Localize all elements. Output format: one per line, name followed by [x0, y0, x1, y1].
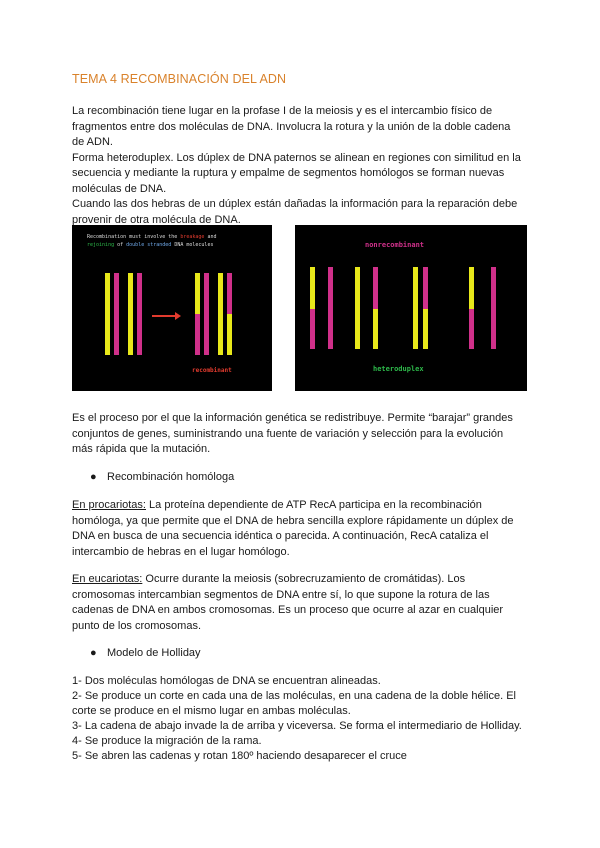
paragraph-line: cadenas de DNA en ambos cromosomas. Es un proceso que ocurre al azar en cualquier [72, 604, 504, 616]
bullet-label: Modelo de Holliday [107, 647, 201, 659]
intro-line: La recombinación tiene lugar en la profase I de la meiosis y es el intercambio físico de [72, 105, 493, 117]
dna-strand-yellow [105, 273, 110, 355]
arrowhead-icon [175, 312, 181, 320]
dna-strand-yellow [373, 309, 378, 349]
recombination-figure-left [72, 225, 272, 391]
arrow-icon [152, 315, 176, 317]
dna-strand-yellow [423, 309, 428, 349]
bullet-homologous-recombination [90, 470, 234, 485]
bullet-label: Recombinación homóloga [107, 471, 235, 483]
page-title: TEMA 4 RECOMBINACIÓN DEL ADN [72, 72, 287, 86]
dna-strand-yellow [218, 273, 223, 355]
paragraph-line: conjuntos de genes, suministrando una fuente de variación y selección para la evolución [72, 427, 504, 440]
bullet-icon: ● [90, 471, 97, 483]
nonrecombinant-label: nonrecombinant [365, 241, 425, 249]
paragraph-line: más rápida que la mutación. [72, 443, 211, 455]
recombinant-label: recombinant [192, 367, 232, 374]
paragraph-line: homóloga, ya que permite que el DNA de hebra sencilla explore rápidamente un dúplex de [72, 514, 514, 527]
dna-strand-magenta [310, 309, 315, 349]
intro-line: Forma heteroduplex. Los dúplex de DNA paternos se alinean en regiones con similitud en la [72, 151, 521, 164]
intro-line: provenir de otra molécula de DNA. [72, 213, 241, 226]
figure-left-caption: Recombination must involve the breakage and [87, 234, 217, 240]
dna-strand-yellow [195, 273, 200, 314]
dna-strand-magenta [469, 309, 474, 349]
paragraph-redistribution [72, 411, 530, 458]
dna-strand-yellow [469, 267, 474, 309]
intro-line: secuencia y mediante la ruptura y empalme de segmentos homólogos se forman nuevas [72, 167, 505, 179]
intro-paragraph [72, 104, 530, 228]
eukaryotes-heading: En eucariotas: [72, 573, 143, 585]
heteroduplex-label: heteroduplex [373, 365, 424, 373]
dna-strand-magenta [195, 314, 200, 355]
prokaryotes-heading: En procariotas: [72, 499, 146, 511]
intro-line: Cuando las dos hebras de un dúplex están dañadas la información para la reparación debe [72, 198, 518, 210]
holliday-step: 3- La cadena de abajo invade la de arriba y viceversa. Se forma el intermediario de Holliday. [72, 720, 522, 732]
recombination-figure-right [295, 225, 527, 391]
dna-strand-magenta [137, 273, 142, 355]
paragraph-line: intercambio de hebras en el lugar homólogo. [72, 545, 290, 558]
dna-strand-magenta [204, 273, 209, 355]
paragraph-line: punto de los cromosomas. [72, 619, 202, 632]
dna-strand-magenta [423, 267, 428, 309]
dna-strand-yellow [310, 267, 315, 309]
figure-left-caption-2: rejoining of double stranded DNA molecules [87, 242, 214, 248]
paragraph-prokaryotes: En procariotas: La proteína dependiente de ATP RecA participa en la recombinación homóloga, ya que permite que el DNA de hebra sencilla explore rápidamente un dúplex de DNA en busca de una secuencia idéntica o parecida. A continuación, RecA cataliza el intercambio de hebras en el lugar homólogo. [72, 498, 530, 560]
dna-strand-magenta [373, 267, 378, 309]
bullet-holliday-model [90, 646, 201, 661]
intro-line: moléculas de DNA. [72, 182, 167, 195]
dna-strand-magenta [328, 267, 333, 349]
bullet-icon: ● [90, 647, 97, 659]
holliday-step: corte se produce en el mismo lugar en ambas moléculas. [72, 705, 351, 717]
dna-strand-yellow [128, 273, 133, 355]
dna-strand-yellow [355, 267, 360, 349]
dna-strand-yellow [227, 314, 232, 355]
holliday-step: 1- Dos moléculas homólogas de DNA se encuentran alineadas. [72, 675, 381, 687]
holliday-step: 4- Se produce la migración de la rama. [72, 735, 262, 747]
intro-line: de ADN. [72, 136, 113, 148]
dna-strand-magenta [227, 273, 232, 314]
dna-strand-magenta [114, 273, 119, 355]
paragraph-line: Es el proceso por el que la información genética se redistribuye. Permite “barajar” grandes [72, 412, 513, 424]
paragraph-line: DNA en busca de una secuencia idéntica o parecida. A continuación, RecA cataliza el [72, 530, 489, 542]
paragraph-line: cromosomas intercambian segmentos de DNA entre sí, lo que supone la rotura de las [72, 588, 490, 601]
paragraph-eukaryotes: En eucariotas: Ocurre durante la meiosis (sobrecruzamiento de cromátidas). Los cromosomas intercambian segmentos de DNA entre sí, lo que supone la rotura de las cadenas de DNA en ambos cromosomas. Es un proceso que ocurre al azar en cualquier punto de los cromosomas. [72, 572, 530, 634]
intro-line: fragmentos entre dos moléculas de DNA. Involucra la rotura y la unión de la doble cadena [72, 120, 511, 133]
holliday-step: 2- Se produce un corte en cada una de las moléculas, en una cadena de la doble hélice. El [72, 690, 516, 702]
dna-strand-magenta [491, 267, 496, 349]
dna-strand-yellow [413, 267, 418, 349]
holliday-step: 5- Se abren las cadenas y rotan 180º haciendo desaparecer el cruce [72, 750, 407, 762]
